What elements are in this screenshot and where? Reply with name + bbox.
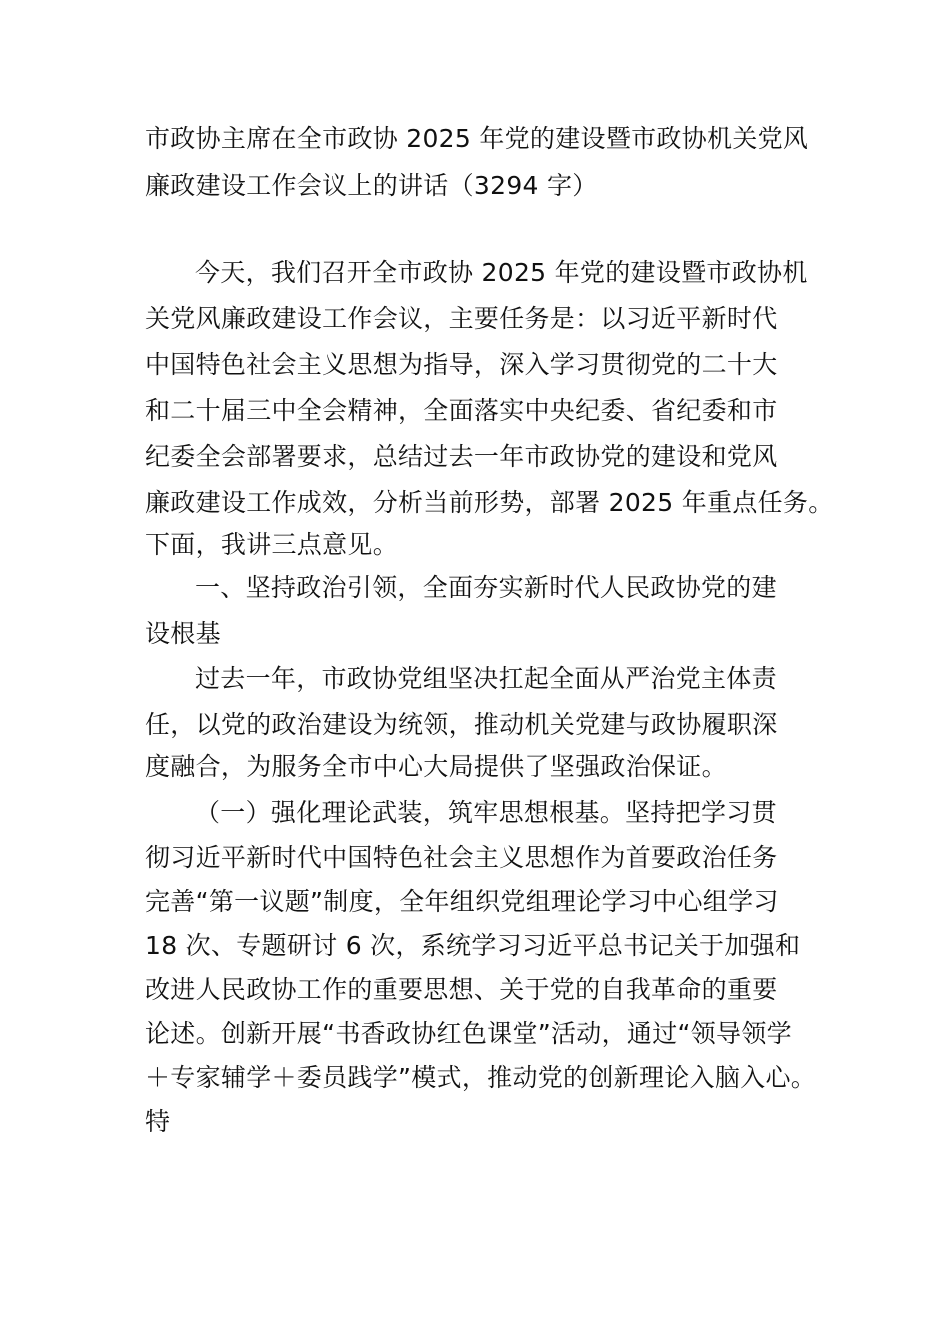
body-line-4: 和二十届三中全会精神，全面落实中央纪委、省纪委和市 — [145, 396, 778, 425]
subsection-line-8: 特 — [145, 1107, 171, 1136]
subsection-line-3: 完善“第一议题”制度，全年组织党组理论学习中心组学习 — [145, 887, 779, 916]
title-line-1: 市政协主席在全市政协 2025 年党的建设暨市政协机关党风 — [145, 124, 809, 153]
body-line-3: 中国特色社会主义思想为指导，深入学习贯彻党的二十大 — [145, 350, 778, 379]
subsection-line-7: ＋专家辅学＋委员践学”模式，推动党的创新理论入脑入心。 — [145, 1063, 817, 1092]
section-heading-1-line-1: 一、坚持政治引领，全面夯实新时代人民政协党的建 — [195, 573, 777, 602]
body-line-7: 下面，我讲三点意见。 — [145, 530, 399, 559]
subsection-line-2: 彻习近平新时代中国特色社会主义思想作为首要政治任务 — [145, 843, 778, 872]
body-line-6: 廉政建设工作成效，分析当前形势，部署 2025 年重点任务。 — [145, 488, 834, 517]
subsection-line-6: 论述。创新开展“书香政协红色课堂”活动，通过“领导领学 — [145, 1019, 792, 1048]
body-line-8: 过去一年，市政协党组坚决扛起全面从严治党主体责 — [195, 664, 777, 693]
body-line-10: 度融合，为服务全市中心大局提供了坚强政治保证。 — [145, 752, 727, 781]
subsection-line-1: （一）强化理论武装，筑牢思想根基。坚持把学习贯 — [195, 798, 777, 827]
body-line-9: 任，以党的政治建设为统领，推动机关党建与政协履职深 — [145, 710, 778, 739]
subsection-line-5: 改进人民政协工作的重要思想、关于党的自我革命的重要 — [145, 975, 778, 1004]
body-line-5: 纪委全会部署要求，总结过去一年市政协党的建设和党风 — [145, 442, 778, 471]
subsection-line-4: 18 次、专题研讨 6 次，系统学习习近平总书记关于加强和 — [145, 931, 801, 960]
title-line-2: 廉政建设工作会议上的讲话（3294 字） — [145, 171, 598, 200]
body-line-2: 关党风廉政建设工作会议，主要任务是：以习近平新时代 — [145, 304, 778, 333]
body-line-1: 今天，我们召开全市政协 2025 年党的建设暨市政协机 — [195, 258, 808, 287]
section-heading-1-line-2: 设根基 — [145, 619, 221, 648]
